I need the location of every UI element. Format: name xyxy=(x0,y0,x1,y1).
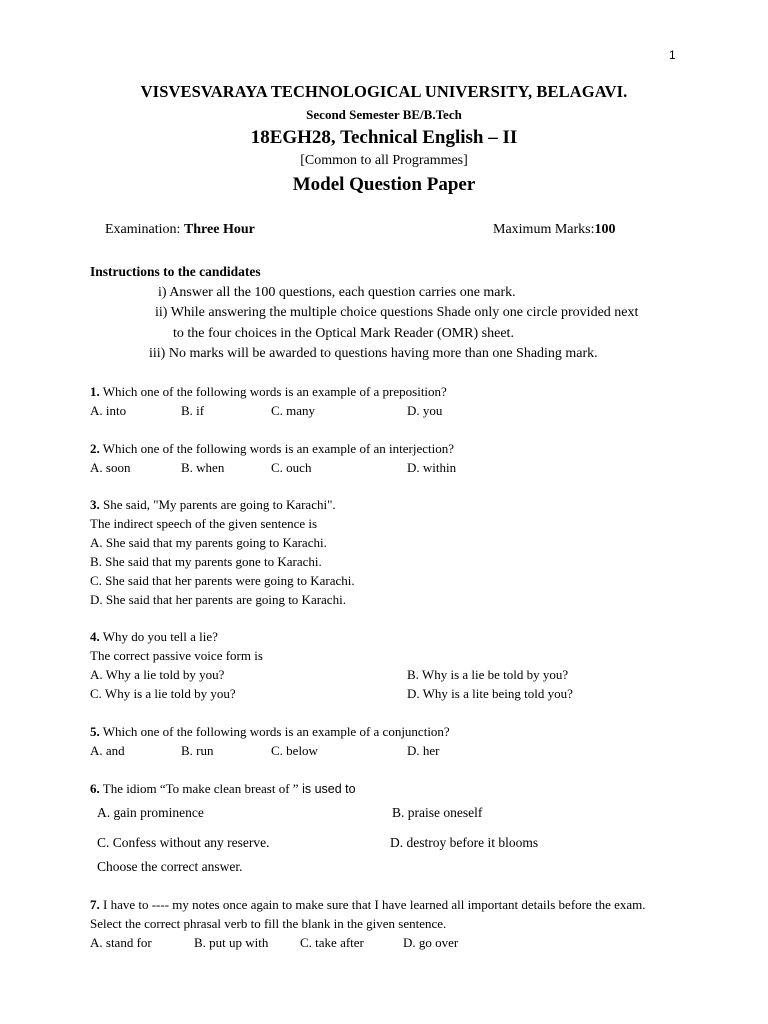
option: D. Why is a lite being told you? xyxy=(407,686,573,701)
question-text: Which one of the following words is an example of a conjunction? xyxy=(99,724,450,739)
question-text: She said, "My parents are going to Karachi". xyxy=(99,497,336,512)
question-4 xyxy=(90,629,218,645)
instruction-item: ii) While answering the multiple choice questions Shade only one circle provided next xyxy=(155,305,639,320)
exam-duration-value: Three Hour xyxy=(183,222,255,237)
question-2 xyxy=(90,441,454,457)
question-5 xyxy=(90,724,450,740)
question-text: I have to ---- my notes once again to make sure that I have learned all important details before the exam. xyxy=(99,897,646,912)
option: A. and xyxy=(90,743,125,758)
question-footer: Choose the correct answer. xyxy=(97,859,243,874)
option: A. She said that my parents going to Karachi. xyxy=(90,535,327,550)
instruction-item: to the four choices in the Optical Mark Reader (OMR) sheet. xyxy=(173,326,514,341)
question-number: 1. xyxy=(90,384,100,399)
idiom-text: “To make clean breast of ” xyxy=(159,781,299,796)
option: A. into xyxy=(90,403,127,418)
option: C. below xyxy=(271,743,318,758)
option: A. soon xyxy=(90,460,131,475)
question-number: 7. xyxy=(90,897,100,912)
question-text-tail: is used to xyxy=(298,782,356,796)
max-marks xyxy=(493,222,616,238)
course-title: 18EGH28, Technical English – II xyxy=(250,127,518,148)
max-marks-label: Maximum Marks: xyxy=(493,222,595,237)
option: D. you xyxy=(407,403,443,418)
question-number: 3. xyxy=(90,497,100,512)
instruction-item: i) Answer all the 100 questions, each question carries one mark. xyxy=(158,285,516,300)
option: B. put up with xyxy=(194,935,269,950)
semester-line: Second Semester BE/B.Tech xyxy=(306,107,462,122)
question-text: Which one of the following words is an example of an interjection? xyxy=(99,441,455,456)
option: D. destroy before it blooms xyxy=(390,835,539,850)
option: C. ouch xyxy=(271,460,312,475)
question-subtext: Select the correct phrasal verb to fill the blank in the given sentence. xyxy=(90,916,447,931)
question-subtext: The indirect speech of the given sentence is xyxy=(90,516,318,531)
option: C. Confess without any reserve. xyxy=(97,835,270,850)
paper-title: Model Question Paper xyxy=(292,174,476,195)
max-marks-value: 100 xyxy=(594,222,616,237)
question-text: The idiom xyxy=(99,781,160,796)
question-text: Why do you tell a lie? xyxy=(99,629,218,644)
option: C. many xyxy=(271,403,316,418)
exam-duration xyxy=(105,222,255,238)
option: B. praise oneself xyxy=(392,805,483,820)
page-number: 1 xyxy=(669,48,676,62)
option: C. Why is a lie told by you? xyxy=(90,686,236,701)
instruction-item: iii) No marks will be awarded to questions having more than one Shading mark. xyxy=(149,346,598,361)
option: A. stand for xyxy=(90,935,152,950)
option: B. run xyxy=(181,743,214,758)
exam-duration-label: Examination: xyxy=(105,222,184,237)
question-text: Which one of the following words is an example of a preposition? xyxy=(99,384,447,399)
option: D. She said that her parents are going to Karachi. xyxy=(90,592,346,607)
question-subtext: The correct passive voice form is xyxy=(90,648,263,663)
university-title: VISVESVARAYA TECHNOLOGICAL UNIVERSITY, BELAGAVI. xyxy=(140,82,628,101)
option: D. her xyxy=(407,743,440,758)
option: D. within xyxy=(407,460,457,475)
option: D. go over xyxy=(403,935,459,950)
question-7 xyxy=(90,897,646,913)
question-1 xyxy=(90,384,447,400)
option: B. Why is a lie be told by you? xyxy=(407,667,569,682)
option: B. She said that my parents gone to Karachi. xyxy=(90,554,322,569)
option: B. if xyxy=(181,403,205,418)
option: B. when xyxy=(181,460,225,475)
question-number: 4. xyxy=(90,629,100,644)
common-note: [Common to all Programmes] xyxy=(300,153,468,168)
option: A. gain prominence xyxy=(97,805,204,820)
question-number: 5. xyxy=(90,724,100,739)
question-6 xyxy=(90,781,356,797)
option: A. Why a lie told by you? xyxy=(90,667,225,682)
instructions-heading: Instructions to the candidates xyxy=(90,264,261,279)
option: C. take after xyxy=(300,935,364,950)
question-3 xyxy=(90,497,336,513)
question-number: 6. xyxy=(90,781,100,796)
option: C. She said that her parents were going to Karachi. xyxy=(90,573,355,588)
question-number: 2. xyxy=(90,441,100,456)
